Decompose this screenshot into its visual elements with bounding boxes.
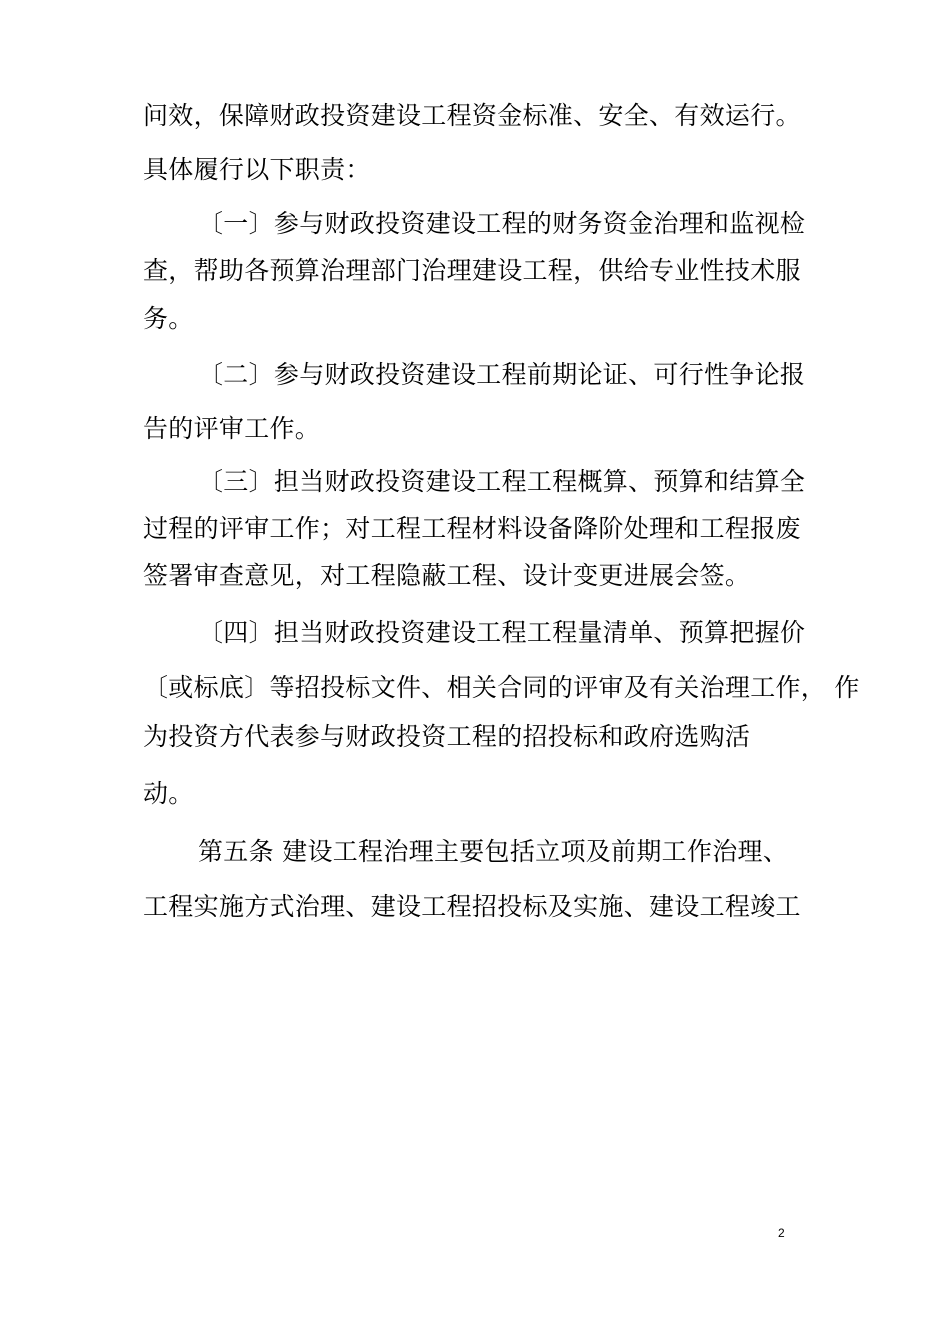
paragraph-4-line-2: 〔或标底〕等招投标文件、相关合同的评审及有关治理工作， 作 <box>143 673 860 702</box>
paragraph-3-line-2: 过程的评审工作；对工程工程材料设备降阶处理和工程报废 <box>143 514 801 543</box>
article-5-line-2: 工程实施方式治理、建设工程招投标及实施、建设工程竣工 <box>143 892 801 921</box>
paragraph-1-line-2: 查，帮助各预算治理部门治理建设工程，供给专业性技术服 <box>143 256 801 285</box>
paragraph-4-line-3: 为投资方代表参与财政投资工程的招投标和政府选购活 <box>143 722 751 751</box>
paragraph-2-line-1: 〔二〕参与财政投资建设工程前期论证、可行性争论报 <box>198 360 806 389</box>
paragraph-4-line-4: 动。 <box>143 779 194 808</box>
paragraph-2-line-2: 告的评审工作。 <box>143 414 321 443</box>
paragraph-1-line-3: 务。 <box>143 304 194 333</box>
paragraph-3-line-3: 签署审查意见，对工程隐蔽工程、设计变更进展会签。 <box>143 561 751 590</box>
article-5-line-1: 第五条 建设工程治理主要包括立项及前期工作治理、 <box>198 837 789 866</box>
paragraph-3-line-1: 〔三〕担当财政投资建设工程工程概算、预算和结算全 <box>198 467 806 496</box>
paragraph-1-line-1: 〔一〕参与财政投资建设工程的财务资金治理和监视检 <box>198 209 806 238</box>
text-line-1: 问效，保障财政投资建设工程资金标准、安全、有效运行。 <box>143 101 801 130</box>
text-line-2: 具体履行以下职责： <box>143 155 371 184</box>
page-number: 2 <box>778 1226 785 1240</box>
paragraph-4-line-1: 〔四〕担当财政投资建设工程工程量清单、预算把握价 <box>198 618 806 647</box>
